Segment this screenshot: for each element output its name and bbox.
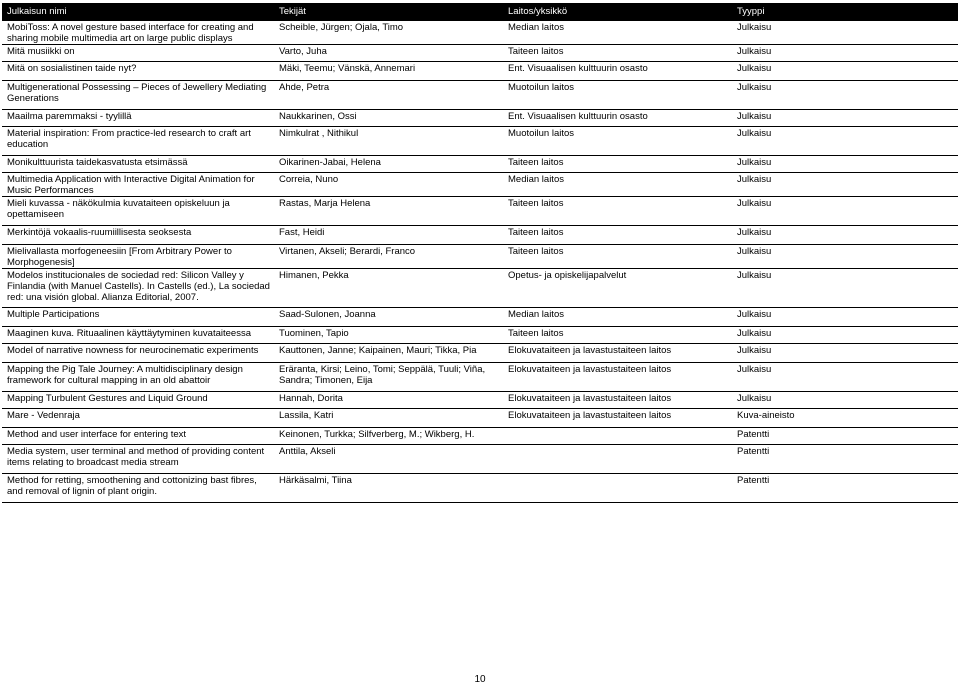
- cell-type: Julkaisu: [732, 344, 958, 363]
- cell-type: Julkaisu: [732, 269, 958, 308]
- cell-title: Multigenerational Possessing – Pieces of Jewellery Mediating Generations: [2, 81, 274, 110]
- cell-unit: Muotoilun laitos: [503, 127, 732, 156]
- table-row: [2, 308, 958, 327]
- table-row: [2, 62, 958, 81]
- cell-unit: Elokuvataiteen ja lavastustaiteen laitos: [503, 344, 732, 363]
- cell-authors: Himanen, Pekka: [274, 269, 503, 308]
- table-row: [2, 409, 958, 428]
- cell-authors: Eräranta, Kirsi; Leino, Tomi; Seppälä, Tuuli; Viña, Sandra; Timonen, Eija: [274, 363, 503, 392]
- publications-table: [2, 3, 958, 503]
- table-row: [2, 269, 958, 308]
- cell-authors: Scheible, Jürgen; Ojala, Timo: [274, 21, 503, 45]
- cell-title: Mare - Vedenraja: [2, 409, 274, 428]
- column-header-unit: Laitos/yksikkö: [503, 3, 732, 21]
- cell-type: Julkaisu: [732, 392, 958, 409]
- table-row: [2, 245, 958, 269]
- cell-type: Patentti: [732, 474, 958, 503]
- cell-unit: Taiteen laitos: [503, 156, 732, 173]
- cell-title: Modelos institucionales de sociedad red: Silicon Valley y Finlandia (with Manuel Castells). In Castells (ed.), La sociedad red: una visión global. Alianza Editorial, 2007.: [2, 269, 274, 308]
- cell-authors: Oikarinen-Jabai, Helena: [274, 156, 503, 173]
- cell-authors: Saad-Sulonen, Joanna: [274, 308, 503, 327]
- cell-authors: Ahde, Petra: [274, 81, 503, 110]
- cell-title: Maailma paremmaksi - tyylillä: [2, 110, 274, 127]
- cell-unit: Taiteen laitos: [503, 327, 732, 344]
- table-row: [2, 45, 958, 62]
- table-row: [2, 81, 958, 110]
- cell-type: Julkaisu: [732, 308, 958, 327]
- cell-unit: Taiteen laitos: [503, 226, 732, 245]
- cell-unit: Elokuvataiteen ja lavastustaiteen laitos: [503, 409, 732, 428]
- cell-authors: Härkäsalmi, Tiina: [274, 474, 503, 503]
- cell-title: Merkintöjä vokaalis-ruumiillisesta seoksesta: [2, 226, 274, 245]
- cell-type: Julkaisu: [732, 45, 958, 62]
- cell-type: Julkaisu: [732, 245, 958, 269]
- cell-unit: [503, 445, 732, 474]
- cell-type: Julkaisu: [732, 226, 958, 245]
- cell-unit: Median laitos: [503, 308, 732, 327]
- cell-unit: Ent. Visuaalisen kulttuurin osasto: [503, 110, 732, 127]
- cell-type: Julkaisu: [732, 21, 958, 45]
- cell-unit: Opetus- ja opiskelijapalvelut: [503, 269, 732, 308]
- table-row: [2, 21, 958, 45]
- cell-authors: Kauttonen, Janne; Kaipainen, Mauri; Tikka, Pia: [274, 344, 503, 363]
- table-header-row: [2, 3, 958, 21]
- cell-unit: Median laitos: [503, 21, 732, 45]
- cell-title: Monikulttuurista taidekasvatusta etsimässä: [2, 156, 274, 173]
- cell-authors: Mäki, Teemu; Vänskä, Annemari: [274, 62, 503, 81]
- cell-authors: Anttila, Akseli: [274, 445, 503, 474]
- cell-title: Mapping Turbulent Gestures and Liquid Ground: [2, 392, 274, 409]
- cell-unit: Taiteen laitos: [503, 197, 732, 226]
- cell-type: Julkaisu: [732, 156, 958, 173]
- cell-type: Kuva-aineisto: [732, 409, 958, 428]
- cell-authors: Correia, Nuno: [274, 173, 503, 197]
- cell-authors: Rastas, Marja Helena: [274, 197, 503, 226]
- cell-title: Mielivallasta morfogeneesiin [From Arbitrary Power to Morphogenesis]: [2, 245, 274, 269]
- cell-title: Multimedia Application with Interactive Digital Animation for Music Performances: [2, 173, 274, 197]
- column-header-authors: Tekijät: [274, 3, 503, 21]
- table-row: [2, 110, 958, 127]
- cell-unit: Median laitos: [503, 173, 732, 197]
- cell-type: Patentti: [732, 428, 958, 445]
- cell-title: Method and user interface for entering text: [2, 428, 274, 445]
- cell-authors: Varto, Juha: [274, 45, 503, 62]
- cell-unit: Taiteen laitos: [503, 45, 732, 62]
- cell-authors: Keinonen, Turkka; Silfverberg, M.; Wikberg, H.: [274, 428, 503, 445]
- table-row: [2, 344, 958, 363]
- table-row: [2, 327, 958, 344]
- cell-unit: Muotoilun laitos: [503, 81, 732, 110]
- cell-authors: Lassila, Katri: [274, 409, 503, 428]
- cell-type: Patentti: [732, 445, 958, 474]
- cell-title: Mitä musiikki on: [2, 45, 274, 62]
- table-row: [2, 156, 958, 173]
- page-number: 10: [474, 674, 486, 685]
- cell-authors: Virtanen, Akseli; Berardi, Franco: [274, 245, 503, 269]
- table-row: [2, 173, 958, 197]
- cell-title: Material inspiration: From practice-led research to craft art education: [2, 127, 274, 156]
- table-row: [2, 392, 958, 409]
- cell-title: Method for retting, smoothening and cottonizing bast fibres, and removal of lignin of plant origin.: [2, 474, 274, 503]
- cell-unit: Taiteen laitos: [503, 245, 732, 269]
- cell-unit: Elokuvataiteen ja lavastustaiteen laitos: [503, 363, 732, 392]
- cell-unit: Ent. Visuaalisen kulttuurin osasto: [503, 62, 732, 81]
- cell-title: Media system, user terminal and method of providing content items relating to broadcast media stream: [2, 445, 274, 474]
- cell-type: Julkaisu: [732, 363, 958, 392]
- cell-type: Julkaisu: [732, 62, 958, 81]
- cell-unit: [503, 428, 732, 445]
- cell-type: Julkaisu: [732, 127, 958, 156]
- cell-type: Julkaisu: [732, 197, 958, 226]
- cell-authors: Nimkulrat , Nithikul: [274, 127, 503, 156]
- cell-type: Julkaisu: [732, 327, 958, 344]
- cell-title: Mapping the Pig Tale Journey: A multidisciplinary design framework for cultural mapping in an old abattoir: [2, 363, 274, 392]
- cell-unit: [503, 474, 732, 503]
- table-row: [2, 226, 958, 245]
- cell-type: Julkaisu: [732, 81, 958, 110]
- cell-authors: Hannah, Dorita: [274, 392, 503, 409]
- cell-title: Maaginen kuva. Rituaalinen käyttäytyminen kuvataiteessa: [2, 327, 274, 344]
- table-row: [2, 474, 958, 503]
- table-row: [2, 445, 958, 474]
- table-row: [2, 363, 958, 392]
- cell-title: MobiToss: A novel gesture based interface for creating and sharing mobile multimedia art on large public displays: [2, 21, 274, 45]
- cell-title: Mieli kuvassa - näkökulmia kuvataiteen opiskeluun ja opettamiseen: [2, 197, 274, 226]
- cell-title: Mitä on sosialistinen taide nyt?: [2, 62, 274, 81]
- column-header-title: Julkaisun nimi: [2, 3, 274, 21]
- cell-title: Multiple Participations: [2, 308, 274, 327]
- column-header-type: Tyyppi: [732, 3, 958, 21]
- cell-authors: Naukkarinen, Ossi: [274, 110, 503, 127]
- cell-title: Model of narrative nowness for neurocinematic experiments: [2, 344, 274, 363]
- cell-unit: Elokuvataiteen ja lavastustaiteen laitos: [503, 392, 732, 409]
- cell-type: Julkaisu: [732, 110, 958, 127]
- cell-authors: Tuominen, Tapio: [274, 327, 503, 344]
- cell-authors: Fast, Heidi: [274, 226, 503, 245]
- table-row: [2, 197, 958, 226]
- cell-type: Julkaisu: [732, 173, 958, 197]
- table-row: [2, 428, 958, 445]
- table-row: [2, 127, 958, 156]
